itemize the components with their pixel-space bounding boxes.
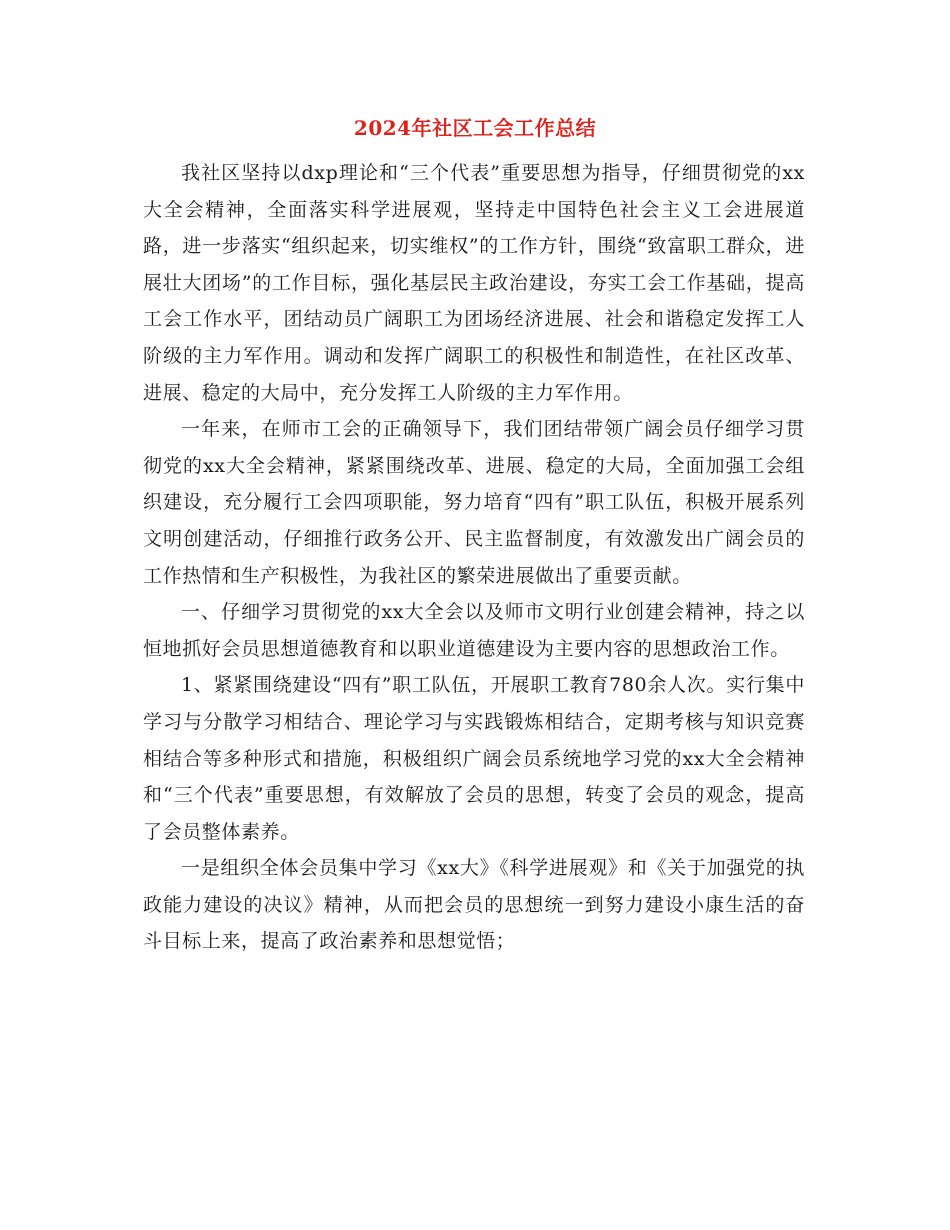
document-body xyxy=(143,155,805,960)
paragraph-item-one: 1、紧紧围绕建设“四有”职工队伍，开展职工教育780余人次。实行集中学习与分散学习相结合、理论学习与实践锻炼相结合，定期考核与知识竞赛相结合等多种形式和措施，积极组织广阔会员系统地学习党的xx大全会精神和“三个代表”重要思想，有效解放了会员的思想，转变了会员的观念，提高了会员整体素养。 xyxy=(143,674,805,843)
paragraph-year-review: 一年来，在师市工会的正确领导下，我们团结带领广阔会员仔细学习贯彻党的xx大全会精神，紧紧围绕改革、进展、稳定的大局，全面加强工会组织建设，充分履行工会四项职能，努力培育“四有”职工队伍，积极开展系列文明创建活动，仔细推行政务公开、民主监督制度，有效激发出广阔会员的工作热情和生产积极性，为我社区的繁荣进展做出了重要贡献。 xyxy=(143,418,805,587)
paragraph-intro: 我社区坚持以dxp理论和“三个代表”重要思想为指导，仔细贯彻党的xx大全会精神，全面落实科学进展观，坚持走中国特色社会主义工会进展道路，进一步落实“组织起来，切实维权”的工作方针，围绕“致富职工群众，进展壮大团场”的工作目标，强化基层民主政治建设，夯实工会工作基础，提高工会工作水平，团结动员广阔职工为团场经济进展、社会和谐稳定发挥工人阶级的主力军作用。调动和发挥广阔职工的积极性和制造性，在社区改革、进展、稳定的大局中，充分发挥工人阶级的主力军作用。 xyxy=(143,162,805,404)
paragraph-point-one: 一是组织全体会员集中学习《xx大》《科学进展观》和《关于加强党的执政能力建设的决议》精神，从而把会员的思想统一到努力建设小康生活的奋斗目标上来，提高了政治素养和思想觉悟； xyxy=(143,857,805,953)
document-title: 2024年社区工会工作总结 xyxy=(353,116,597,140)
paragraph-section-one: 一、仔细学习贯彻党的xx大全会以及师市文明行业创建会精神，持之以恒地抓好会员思想道德教育和以职业道德建设为主要内容的思想政治工作。 xyxy=(143,601,805,660)
